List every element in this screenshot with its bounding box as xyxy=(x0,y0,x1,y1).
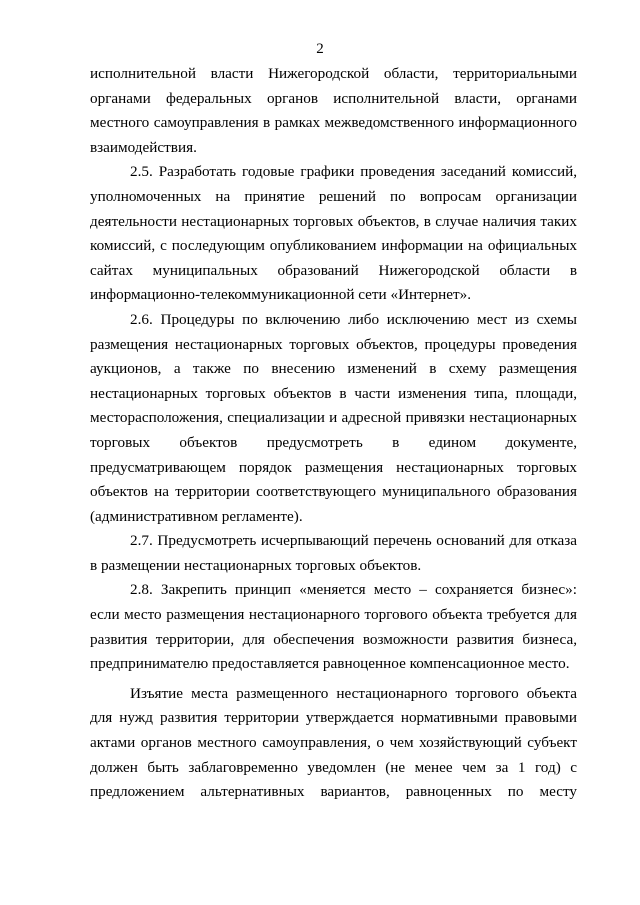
page-number: 2 xyxy=(316,41,324,57)
document-body xyxy=(90,62,577,805)
paragraph-2-7: 2.7. Предусмотреть исчерпывающий перечень оснований для отказа в размещении нестационарных торговых объектов. xyxy=(90,532,577,574)
paragraph-2-8: 2.8. Закрепить принцип «меняется место – сохраняется бизнес»: если место размещения нестационарного торгового объекта требуется для развития территории, для обеспечения возможности развития бизнеса, предпринимателю предоставляется равноценное компенсационное место. xyxy=(90,581,577,673)
paragraph-2-6: 2.6. Процедуры по включению либо исключению мест из схемы размещения нестационарных торговых объектов, процедуры проведения аукционов, а также по внесению изменений в схему размещения нестационарных торговых объектов в части изменения типа, площади, месторасположения, специализации и адресной привязки нестационарных торговых объектов предусмотреть в едином документе, предусматривающем порядок размещения нестационарных торговых объектов на территории соответствующего муниципального образования (административном регламенте). xyxy=(90,310,577,525)
paragraph-continuation: исполнительной власти Нижегородской области, территориальными органами федеральных органов исполнительной власти, органами местного самоуправления в рамках межведомственного информационного взаимодействия. xyxy=(90,65,577,156)
paragraph-withdrawal: Изъятие места размещенного нестационарного торгового объекта для нужд развития территории утверждается нормативными правовыми актами органов местного самоуправления, о чем хозяйствующий субъект должен быть заблаговременно уведомлен (не менее чем за 1 год) с предложением альтернативных вариантов, равноценных по месту xyxy=(90,684,577,801)
paragraph-2-5: 2.5. Разработать годовые графики проведения заседаний комиссий, уполномоченных на принятие решений по вопросам организации деятельности нестационарных торговых объектов, в случае наличия таких комиссий, с последующим опубликованием информации на официальных сайтах муниципальных образований Нижегородской области в информационно-телекоммуникационной сети «Интернет». xyxy=(90,163,577,304)
